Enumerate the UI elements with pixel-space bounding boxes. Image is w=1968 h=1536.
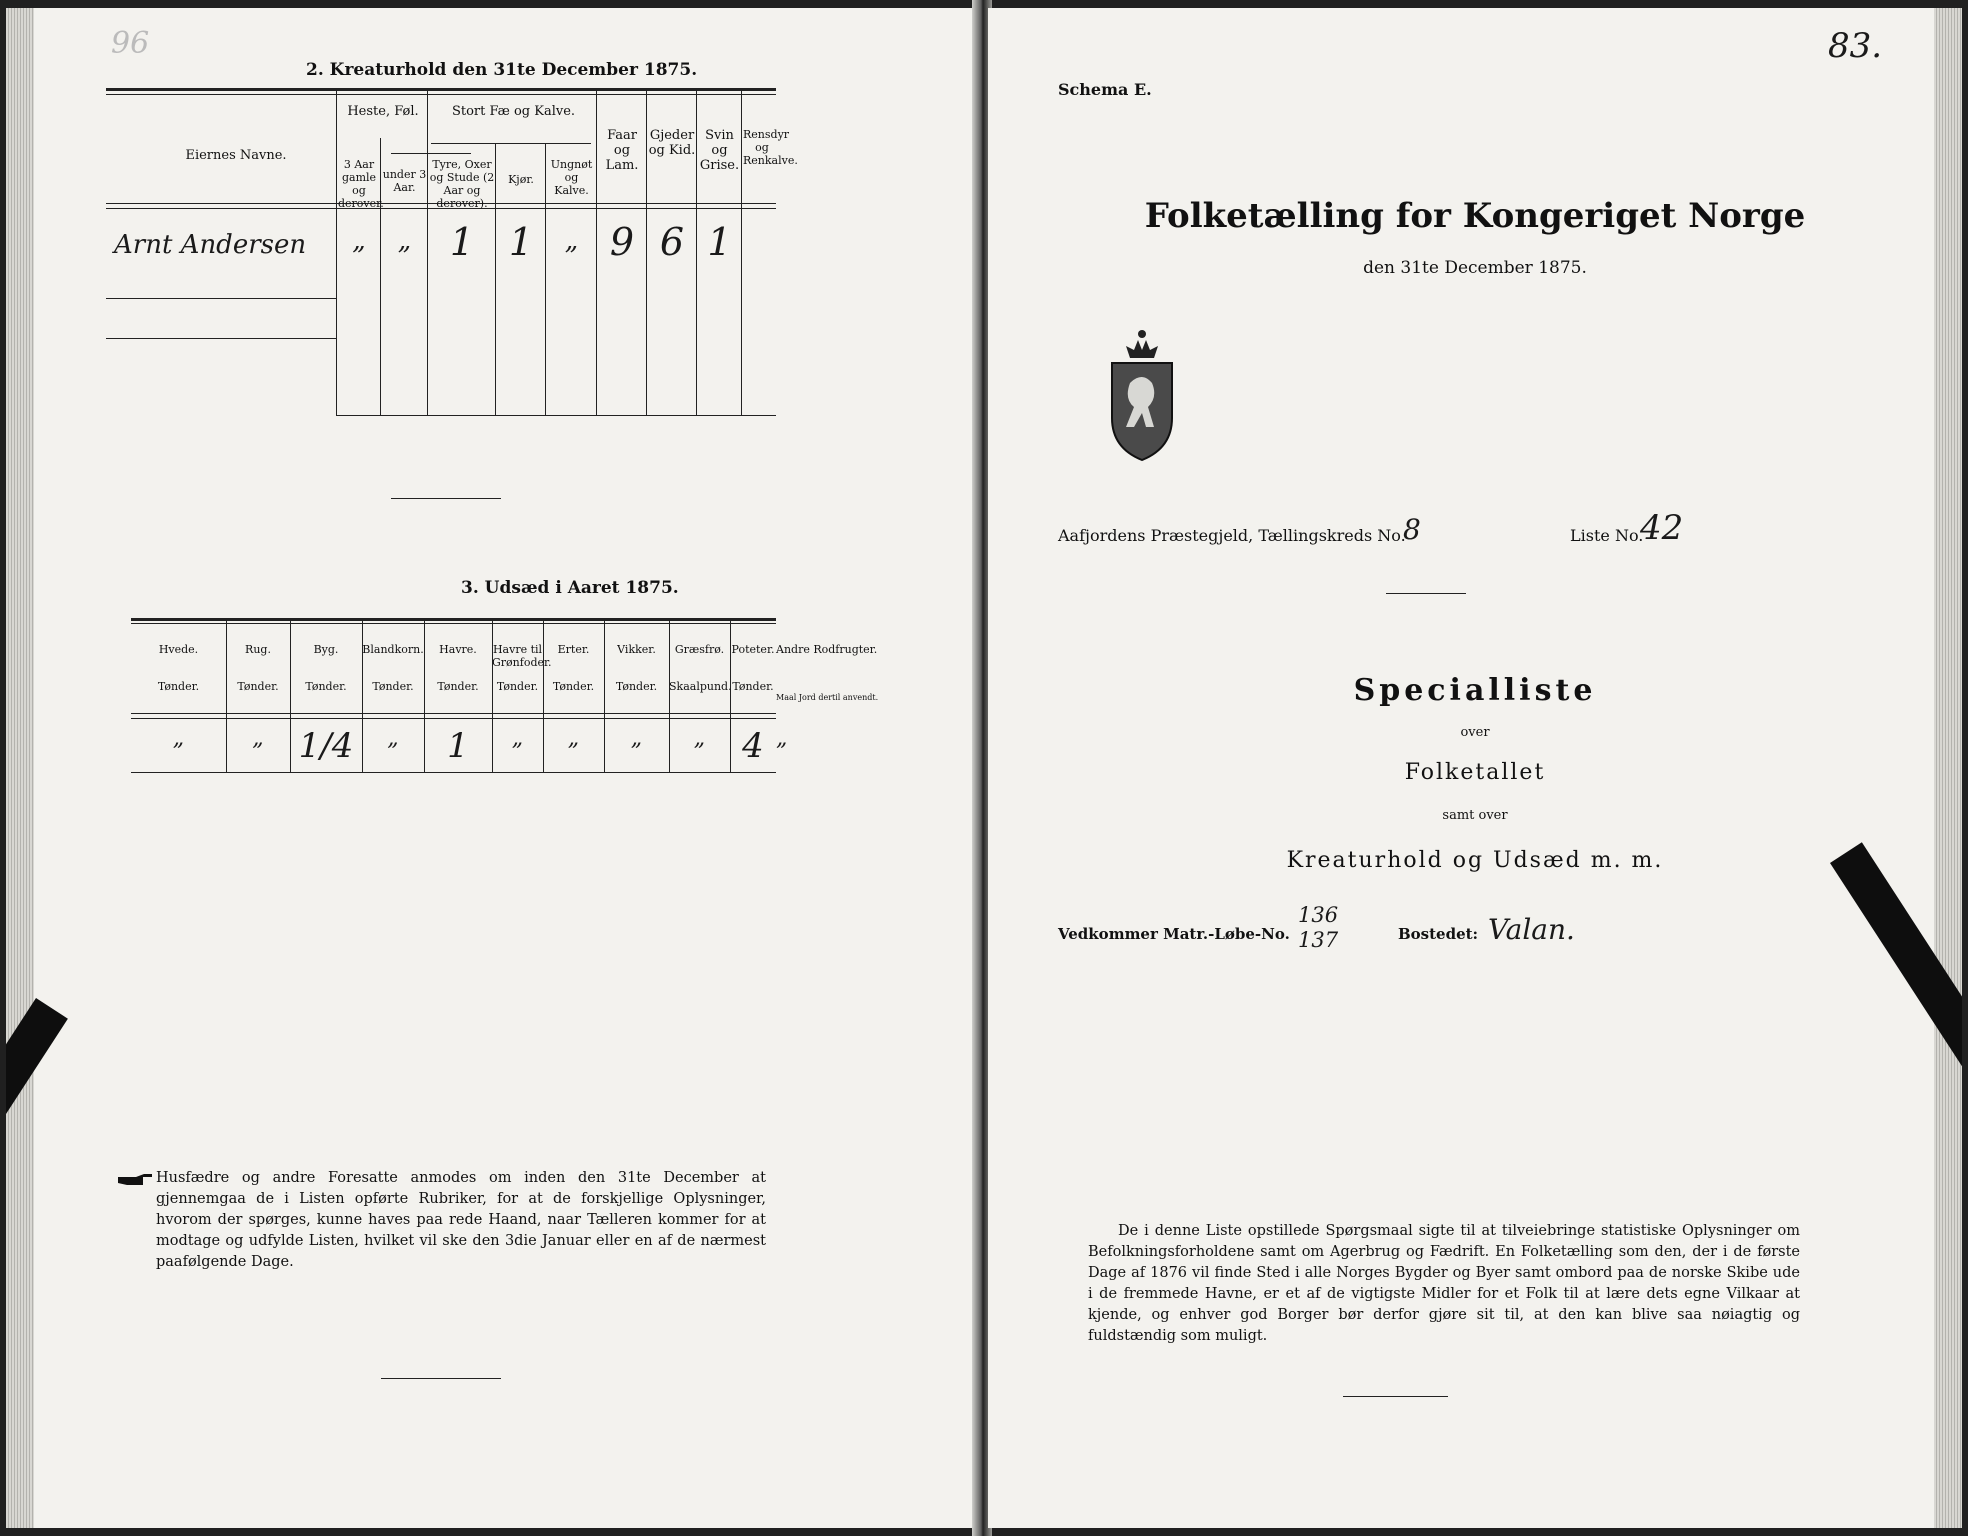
main-title: Folketælling for Kongeriget Norge: [1144, 196, 1806, 236]
udsaed-col-header-9: Poteter.: [731, 643, 775, 656]
udsaed-value-10: „: [776, 726, 788, 751]
udsaed-col-unit-4: Tønder.: [437, 680, 479, 693]
page-edge-stack: [6, 8, 34, 1528]
value-ungnot: „: [564, 226, 579, 256]
owner-name-entry: Arnt Andersen: [114, 230, 307, 260]
udsaed-value-1: „: [252, 726, 264, 751]
col-rensdyr-header: Rensdyr og Renkalve.: [743, 128, 798, 167]
date-line: den 31te December 1875.: [1363, 258, 1587, 278]
col-gjeder-header: Gjeder og Kid.: [648, 128, 696, 158]
udsaed-col-header-8: Græsfrø.: [674, 643, 725, 656]
col-svin-header: Svin og Grise.: [699, 128, 740, 173]
udsaed-value-3: „: [387, 726, 399, 751]
udsaed-col-header-7: Vikker.: [617, 643, 656, 656]
matr-number-1: 136: [1298, 903, 1339, 927]
udsaed-col-unit-0: Tønder.: [157, 680, 200, 693]
section3-title: 3. Udsæd i Aaret 1875.: [461, 578, 679, 598]
udsaed-col-unit-6: Tønder.: [552, 680, 595, 693]
col-kjoer-header: Kjør.: [508, 173, 534, 186]
udsaed-value-6: „: [567, 726, 580, 751]
coat-of-arms-icon: [1102, 328, 1182, 468]
section2-title: 2. Kreaturhold den 31te December 1875.: [306, 60, 698, 80]
udsaed-col-header-5: Havre til Grønfoder.: [492, 643, 552, 669]
udsaed-value-5: „: [511, 726, 524, 751]
udsaed-col-unit-1: Tønder.: [237, 680, 279, 693]
parish-line: Aafjordens Præstegjeld, Tællingskreds No.: [1058, 526, 1406, 545]
udsaed-col-header-10: Andre Rodfrugter.: [776, 643, 878, 656]
left-page: [6, 8, 976, 1528]
udsaed-col-unit-10: Maal Jord dertil anvendt.: [776, 693, 879, 702]
udsaed-col-header-2: Byg.: [313, 643, 339, 656]
value-kjoer: 1: [508, 220, 534, 264]
udsaed-col-header-3: Blandkorn.: [362, 643, 424, 656]
liste-number: 42: [1640, 508, 1684, 548]
folio-number: 83.: [1828, 26, 1883, 66]
horses-group-header: Heste, Føl.: [347, 104, 419, 119]
right-page: [988, 8, 1962, 1528]
bosted-value: Valan.: [1488, 913, 1575, 946]
col-under3-header: under 3 Aar.: [382, 168, 427, 194]
over-text-1: over: [1460, 725, 1490, 740]
udsaed-col-unit-8: Skaalpund.: [669, 680, 732, 693]
col-3aar-header: 3 Aar gamle og derover.: [338, 158, 384, 210]
kreaturhold-line: Kreaturhold og Udsæd m. m.: [1286, 848, 1664, 873]
udsaed-col-unit-5: Tønder.: [496, 680, 539, 693]
faint-page-number: 96: [111, 26, 150, 61]
udsaed-col-header-0: Hvede.: [158, 643, 199, 656]
value-under3: „: [397, 226, 412, 256]
udsaed-value-8: „: [693, 726, 706, 751]
schema-label: Schema E.: [1058, 80, 1152, 99]
value-faar: 9: [609, 220, 635, 264]
bosted-label: Bostedet:: [1398, 925, 1479, 943]
udsaed-col-unit-9: Tønder.: [732, 680, 774, 693]
udsaed-col-header-4: Havre.: [439, 643, 477, 656]
udsaed-col-header-1: Rug.: [245, 643, 271, 656]
udsaed-value-9: 4: [742, 726, 764, 766]
owner-name-header: Eiernes Navne.: [185, 148, 287, 163]
col-tyre-header: Tyre, Oxer og Stude (2 Aar og derover).: [429, 158, 495, 210]
value-gjeder: 6: [659, 220, 685, 264]
cattle-group-header: Stort Fæ og Kalve.: [451, 104, 576, 119]
purpose-paragraph: De i denne Liste opstillede Spørgsmaal sigte til at tilveiebringe statistiske Oplysninger om Befolkningsforholdene samt om Agerbrug og Fædrift. En Folketælling som den, der i de første Dage af 1876 vil finde Sted i alle Norges Bygder og Byer samt ombord paa de norske Skibe ude i de fremmede Havne, er et af de vigtigste Midler for et Folk til at lære dets egne Vilkaar at kjende, og enhver god Borger bør derfor gjøre sit til, at den kan blive saa nøiagtig og fuldstændig som muligt.: [1088, 1223, 1800, 1344]
udsaed-value-0: „: [172, 726, 185, 751]
udsaed-col-unit-3: Tønder.: [372, 680, 414, 693]
samt-over-text: samt over: [1442, 808, 1508, 823]
notice-paragraph: Husfædre og andre Foresatte anmodes om inden den 31te December at gjennemgaa de i Listen opførte Rubriker, for at de forskjellige Oplysninger, hvorom der spørges, kunne haves paa rede Haand, naar Tælleren kommer for at modtage og udfylde Listen, hvilket vil ske den 3die Januar eller en af de nærmest paafølgende Dage.: [156, 1170, 766, 1270]
value-3aar: „: [352, 226, 366, 256]
udsaed-value-4: 1: [447, 726, 469, 766]
udsaed-value-2: 1/4: [298, 726, 354, 766]
udsaed-col-unit-7: Tønder.: [615, 680, 658, 693]
value-svin: 1: [707, 220, 732, 264]
matr-number-2: 137: [1298, 928, 1339, 952]
liste-label: Liste No.: [1570, 526, 1644, 545]
specialliste-heading: Specialliste: [1353, 673, 1597, 708]
kreds-number: 8: [1403, 513, 1421, 546]
value-tyre: 1: [449, 220, 475, 264]
udsaed-value-7: „: [630, 726, 643, 751]
col-ungnot-header: Ungnøt og Kalve.: [550, 158, 593, 197]
udsaed-col-header-6: Erter.: [557, 643, 590, 656]
matr-label: Vedkommer Matr.-Løbe-No.: [1058, 925, 1290, 943]
col-faar-header: Faar og Lam.: [605, 128, 639, 173]
udsaed-col-unit-2: Tønder.: [305, 680, 347, 693]
pointing-hand-icon: [116, 1172, 154, 1190]
folketallet-text: Folketallet: [1404, 760, 1546, 785]
